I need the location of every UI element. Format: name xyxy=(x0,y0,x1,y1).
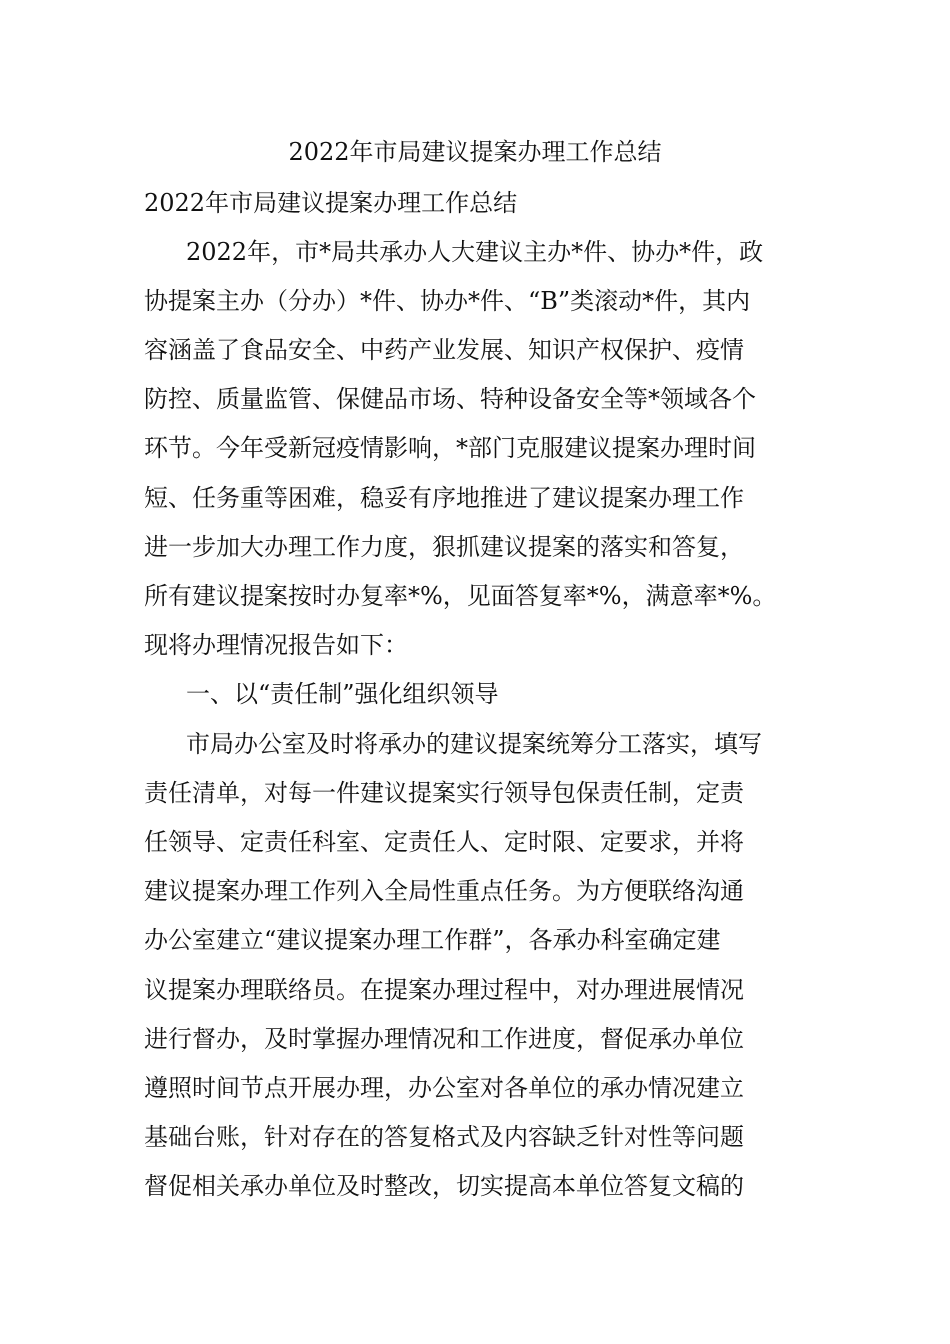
paragraph-line: 环节。今年受新冠疫情影响，*部门克服建议提案办理时间 xyxy=(144,434,756,462)
document-title: 2022年市局建议提案办理工作总结 xyxy=(288,138,662,166)
paragraph-line: 市局办公室及时将承办的建议提案统筹分工落实，填写 xyxy=(186,730,762,758)
paragraph-line: 协提案主办（分办）*件、协办*件、“B”类滚动*件，其内 xyxy=(144,287,751,315)
paragraph-line: 所有建议提案按时办复率*%，见面答复率*%，满意率*%。 xyxy=(144,582,777,610)
paragraph-line: 任领导、定责任科室、定责任人、定时限、定要求，并将 xyxy=(144,828,744,856)
paragraph-line: 进行督办，及时掌握办理情况和工作进度，督促承办单位 xyxy=(144,1025,744,1053)
section-heading: 一、以“责任制”强化组织领导 xyxy=(186,680,499,708)
paragraph-line: 短、任务重等困难，稳妥有序地推进了建议提案办理工作 xyxy=(144,484,744,512)
paragraph-line: 容涵盖了食品安全、中药产业发展、知识产权保护、疫情 xyxy=(144,336,744,364)
paragraph-line: 建议提案办理工作列入全局性重点任务。为方便联络沟通 xyxy=(144,877,744,905)
paragraph-line: 督促相关承办单位及时整改，切实提高本单位答复文稿的 xyxy=(144,1172,744,1200)
paragraph-line: 2022年，市*局共承办人大建议主办*件、协办*件，政 xyxy=(186,238,764,266)
paragraph-line: 办公室建立“建议提案办理工作群”，各承办科室确定建 xyxy=(144,926,721,954)
paragraph-line: 防控、质量监管、保健品市场、特种设备安全等*领域各个 xyxy=(144,385,756,413)
paragraph-line: 基础台账，针对存在的答复格式及内容缺乏针对性等问题 xyxy=(144,1123,744,1151)
paragraph-line: 遵照时间节点开展办理，办公室对各单位的承办情况建立 xyxy=(144,1074,744,1102)
paragraph-line: 责任清单，对每一件建议提案实行领导包保责任制，定责 xyxy=(144,779,744,807)
paragraph-line: 议提案办理联络员。在提案办理过程中，对办理进展情况 xyxy=(144,976,744,1004)
subtitle-line: 2022年市局建议提案办理工作总结 xyxy=(144,189,518,217)
paragraph-line: 进一步加大办理工作力度，狠抓建议提案的落实和答复， xyxy=(144,533,744,561)
paragraph-line: 现将办理情况报告如下： xyxy=(144,631,408,659)
